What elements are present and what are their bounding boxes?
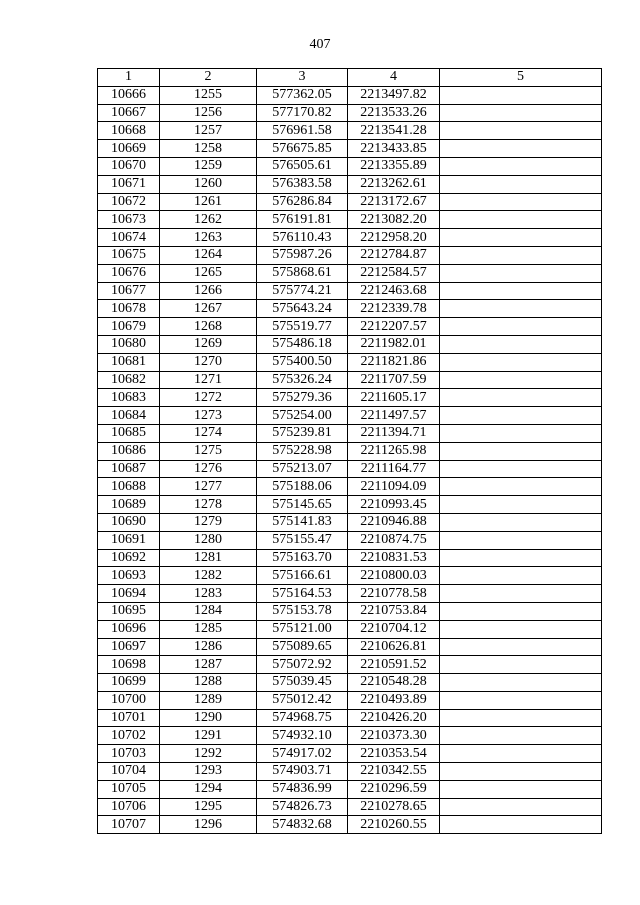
- table-cell-col-3: 575121.00: [257, 620, 348, 638]
- table-cell-col-2: 1275: [160, 442, 257, 460]
- table-cell-col-2: 1296: [160, 816, 257, 834]
- table-row: [98, 496, 602, 514]
- table-cell-col-4: 2211094.09: [348, 478, 440, 496]
- table-cell-col-5: [440, 104, 602, 122]
- table-body: [98, 86, 602, 833]
- table-cell-col-4: 2210342.55: [348, 763, 440, 781]
- table-cell-col-1: 10698: [98, 656, 160, 674]
- table-cell-col-3: 574917.02: [257, 745, 348, 763]
- table-row: [98, 602, 602, 620]
- table-cell-col-4: 2212463.68: [348, 282, 440, 300]
- table-cell-col-4: 2211394.71: [348, 424, 440, 442]
- table-row: [98, 424, 602, 442]
- table-cell-col-5: [440, 513, 602, 531]
- table-cell-col-5: [440, 567, 602, 585]
- table-row: [98, 264, 602, 282]
- table-row: [98, 745, 602, 763]
- table-cell-col-1: 10667: [98, 104, 160, 122]
- table-cell-col-2: 1256: [160, 104, 257, 122]
- table-cell-col-3: 576961.58: [257, 122, 348, 140]
- table-cell-col-3: 575326.24: [257, 371, 348, 389]
- table-cell-col-2: 1262: [160, 211, 257, 229]
- table-cell-col-5: [440, 335, 602, 353]
- table-row: [98, 389, 602, 407]
- table-row: [98, 656, 602, 674]
- table-cell-col-4: 2210946.88: [348, 513, 440, 531]
- table-cell-col-2: 1284: [160, 602, 257, 620]
- table-cell-col-3: 575163.70: [257, 549, 348, 567]
- table-cell-col-1: 10694: [98, 585, 160, 603]
- table-cell-col-2: 1279: [160, 513, 257, 531]
- table-cell-col-4: 2211265.98: [348, 442, 440, 460]
- table-cell-col-2: 1274: [160, 424, 257, 442]
- table-row: [98, 798, 602, 816]
- table-cell-col-2: 1286: [160, 638, 257, 656]
- table-cell-col-3: 575145.65: [257, 496, 348, 514]
- table-cell-col-1: 10699: [98, 674, 160, 692]
- table-cell-col-3: 575072.92: [257, 656, 348, 674]
- table-cell-col-5: [440, 246, 602, 264]
- table-cell-col-4: 2213533.26: [348, 104, 440, 122]
- table-cell-col-3: 575239.81: [257, 424, 348, 442]
- table-cell-col-3: 574832.68: [257, 816, 348, 834]
- table-cell-col-1: 10672: [98, 193, 160, 211]
- table-cell-col-4: 2210548.28: [348, 674, 440, 692]
- table-cell-col-1: 10696: [98, 620, 160, 638]
- table-row: [98, 620, 602, 638]
- table-cell-col-5: [440, 264, 602, 282]
- table-cell-col-3: 575400.50: [257, 353, 348, 371]
- table-cell-col-1: 10688: [98, 478, 160, 496]
- table-row: [98, 175, 602, 193]
- table-cell-col-2: 1280: [160, 531, 257, 549]
- table-cell-col-3: 575089.65: [257, 638, 348, 656]
- table-cell-col-5: [440, 674, 602, 692]
- table-cell-col-4: 2212584.57: [348, 264, 440, 282]
- table-row: [98, 140, 602, 158]
- table-cell-col-1: 10693: [98, 567, 160, 585]
- table-row: [98, 780, 602, 798]
- table-cell-col-1: 10678: [98, 300, 160, 318]
- table-cell-col-4: 2211982.01: [348, 335, 440, 353]
- table-cell-col-5: [440, 140, 602, 158]
- table-cell-col-5: [440, 86, 602, 104]
- table-cell-col-5: [440, 407, 602, 425]
- table-cell-col-4: 2213433.85: [348, 140, 440, 158]
- table-cell-col-1: 10675: [98, 246, 160, 264]
- table-cell-col-4: 2210874.75: [348, 531, 440, 549]
- table-cell-col-2: 1292: [160, 745, 257, 763]
- table-cell-col-3: 575039.45: [257, 674, 348, 692]
- table-cell-col-3: 576505.61: [257, 157, 348, 175]
- table-cell-col-2: 1283: [160, 585, 257, 603]
- table-cell-col-5: [440, 656, 602, 674]
- table-cell-col-4: 2210591.52: [348, 656, 440, 674]
- table-cell-col-2: 1287: [160, 656, 257, 674]
- table-cell-col-4: 2210278.65: [348, 798, 440, 816]
- table-cell-col-5: [440, 442, 602, 460]
- column-header-3: 3: [257, 69, 348, 87]
- table-cell-col-3: 575228.98: [257, 442, 348, 460]
- table-cell-col-2: 1261: [160, 193, 257, 211]
- table-row: [98, 282, 602, 300]
- table-row: [98, 763, 602, 781]
- coordinates-table: [97, 68, 602, 834]
- table-row: [98, 638, 602, 656]
- table-cell-col-4: 2212958.20: [348, 229, 440, 247]
- table-row: [98, 709, 602, 727]
- table-cell-col-4: 2212339.78: [348, 300, 440, 318]
- table-cell-col-5: [440, 282, 602, 300]
- table-cell-col-5: [440, 175, 602, 193]
- table-cell-col-4: 2213082.20: [348, 211, 440, 229]
- table-cell-col-5: [440, 709, 602, 727]
- table-cell-col-5: [440, 691, 602, 709]
- column-header-5: 5: [440, 69, 602, 87]
- column-header-4: 4: [348, 69, 440, 87]
- table-cell-col-2: 1265: [160, 264, 257, 282]
- table-row: [98, 585, 602, 603]
- table-cell-col-2: 1268: [160, 318, 257, 336]
- table-cell-col-4: 2213497.82: [348, 86, 440, 104]
- table-row: [98, 567, 602, 585]
- table-cell-col-2: 1285: [160, 620, 257, 638]
- table-cell-col-5: [440, 727, 602, 745]
- table-cell-col-5: [440, 478, 602, 496]
- table-row: [98, 478, 602, 496]
- table-cell-col-2: 1288: [160, 674, 257, 692]
- table-cell-col-2: 1258: [160, 140, 257, 158]
- table-cell-col-1: 10691: [98, 531, 160, 549]
- table-cell-col-5: [440, 318, 602, 336]
- table-row: [98, 246, 602, 264]
- table-cell-col-4: 2210426.20: [348, 709, 440, 727]
- table-cell-col-1: 10669: [98, 140, 160, 158]
- table-cell-col-4: 2210831.53: [348, 549, 440, 567]
- table-cell-col-2: 1291: [160, 727, 257, 745]
- table-cell-col-3: 575213.07: [257, 460, 348, 478]
- table-cell-col-1: 10673: [98, 211, 160, 229]
- table-cell-col-1: 10703: [98, 745, 160, 763]
- table-cell-col-5: [440, 211, 602, 229]
- table-cell-col-2: 1255: [160, 86, 257, 104]
- table-row: [98, 211, 602, 229]
- table-row: [98, 353, 602, 371]
- table-cell-col-4: 2213355.89: [348, 157, 440, 175]
- table-cell-col-3: 576191.81: [257, 211, 348, 229]
- table-cell-col-5: [440, 389, 602, 407]
- table-cell-col-1: 10695: [98, 602, 160, 620]
- table-cell-col-3: 575153.78: [257, 602, 348, 620]
- table-cell-col-4: 2213172.67: [348, 193, 440, 211]
- table-cell-col-5: [440, 780, 602, 798]
- table-cell-col-4: 2211605.17: [348, 389, 440, 407]
- table-cell-col-5: [440, 585, 602, 603]
- table-cell-col-3: 576675.85: [257, 140, 348, 158]
- table-cell-col-4: 2210778.58: [348, 585, 440, 603]
- table-cell-col-5: [440, 620, 602, 638]
- table-cell-col-5: [440, 193, 602, 211]
- table-cell-col-1: 10704: [98, 763, 160, 781]
- table-cell-col-5: [440, 157, 602, 175]
- table-cell-col-2: 1294: [160, 780, 257, 798]
- table-cell-col-2: 1270: [160, 353, 257, 371]
- table-cell-col-4: 2210296.59: [348, 780, 440, 798]
- table-row: [98, 549, 602, 567]
- table-cell-col-3: 575188.06: [257, 478, 348, 496]
- table-cell-col-3: 575254.00: [257, 407, 348, 425]
- table-cell-col-2: 1267: [160, 300, 257, 318]
- table-cell-col-1: 10706: [98, 798, 160, 816]
- table-row: [98, 513, 602, 531]
- table-cell-col-2: 1276: [160, 460, 257, 478]
- table-cell-col-1: 10690: [98, 513, 160, 531]
- table-cell-col-3: 574826.73: [257, 798, 348, 816]
- table-cell-col-3: 575155.47: [257, 531, 348, 549]
- table-cell-col-4: 2211164.77: [348, 460, 440, 478]
- table-cell-col-1: 10680: [98, 335, 160, 353]
- table-cell-col-4: 2210373.30: [348, 727, 440, 745]
- table-cell-col-1: 10707: [98, 816, 160, 834]
- table-row: [98, 318, 602, 336]
- table-cell-col-4: 2210704.12: [348, 620, 440, 638]
- table-row: [98, 300, 602, 318]
- table-cell-col-3: 575279.36: [257, 389, 348, 407]
- table-cell-col-3: 574903.71: [257, 763, 348, 781]
- table-cell-col-4: 2210260.55: [348, 816, 440, 834]
- table-cell-col-3: 575519.77: [257, 318, 348, 336]
- table-cell-col-2: 1266: [160, 282, 257, 300]
- table-cell-col-2: 1293: [160, 763, 257, 781]
- table-cell-col-5: [440, 229, 602, 247]
- table-row: [98, 531, 602, 549]
- table-cell-col-3: 575166.61: [257, 567, 348, 585]
- table-cell-col-1: 10687: [98, 460, 160, 478]
- table-row: [98, 460, 602, 478]
- table-cell-col-2: 1295: [160, 798, 257, 816]
- table-cell-col-2: 1289: [160, 691, 257, 709]
- table-header-row: [98, 69, 602, 87]
- table-cell-col-5: [440, 638, 602, 656]
- table-cell-col-5: [440, 300, 602, 318]
- table-cell-col-5: [440, 602, 602, 620]
- table-cell-col-1: 10686: [98, 442, 160, 460]
- table-cell-col-2: 1259: [160, 157, 257, 175]
- table-cell-col-5: [440, 353, 602, 371]
- table-cell-col-3: 575141.83: [257, 513, 348, 531]
- table-cell-col-5: [440, 122, 602, 140]
- table-cell-col-2: 1273: [160, 407, 257, 425]
- table-cell-col-4: 2210800.03: [348, 567, 440, 585]
- table-row: [98, 442, 602, 460]
- table-cell-col-1: 10684: [98, 407, 160, 425]
- table-cell-col-2: 1264: [160, 246, 257, 264]
- table-cell-col-5: [440, 371, 602, 389]
- table-row: [98, 691, 602, 709]
- table-row: [98, 122, 602, 140]
- table-cell-col-4: 2212207.57: [348, 318, 440, 336]
- table-cell-col-1: 10702: [98, 727, 160, 745]
- table-row: [98, 727, 602, 745]
- table-cell-col-4: 2211707.59: [348, 371, 440, 389]
- table-row: [98, 335, 602, 353]
- table-cell-col-2: 1290: [160, 709, 257, 727]
- table-cell-col-4: 2210993.45: [348, 496, 440, 514]
- table-row: [98, 816, 602, 834]
- table-cell-col-5: [440, 496, 602, 514]
- table-cell-col-3: 574836.99: [257, 780, 348, 798]
- table-row: [98, 371, 602, 389]
- table-cell-col-1: 10681: [98, 353, 160, 371]
- table-cell-col-3: 577362.05: [257, 86, 348, 104]
- column-header-1: 1: [98, 69, 160, 87]
- table-cell-col-3: 574932.10: [257, 727, 348, 745]
- table-cell-col-4: 2210753.84: [348, 602, 440, 620]
- table-cell-col-3: 576383.58: [257, 175, 348, 193]
- table-cell-col-1: 10692: [98, 549, 160, 567]
- column-header-2: 2: [160, 69, 257, 87]
- table-cell-col-3: 575774.21: [257, 282, 348, 300]
- table-cell-col-3: 575012.42: [257, 691, 348, 709]
- table-cell-col-5: [440, 798, 602, 816]
- table-cell-col-5: [440, 460, 602, 478]
- table-cell-col-3: 575987.26: [257, 246, 348, 264]
- table-cell-col-2: 1281: [160, 549, 257, 567]
- table-cell-col-2: 1271: [160, 371, 257, 389]
- table-cell-col-4: 2210353.54: [348, 745, 440, 763]
- table-cell-col-2: 1282: [160, 567, 257, 585]
- table-cell-col-1: 10683: [98, 389, 160, 407]
- page-number: 407: [309, 37, 331, 52]
- table-cell-col-1: 10700: [98, 691, 160, 709]
- table-cell-col-3: 575643.24: [257, 300, 348, 318]
- table-cell-col-1: 10685: [98, 424, 160, 442]
- table-cell-col-1: 10697: [98, 638, 160, 656]
- table-cell-col-4: 2210493.89: [348, 691, 440, 709]
- table-cell-col-3: 575868.61: [257, 264, 348, 282]
- table-cell-col-5: [440, 424, 602, 442]
- table-cell-col-2: 1269: [160, 335, 257, 353]
- table-cell-col-1: 10701: [98, 709, 160, 727]
- table-cell-col-2: 1263: [160, 229, 257, 247]
- table-cell-col-1: 10671: [98, 175, 160, 193]
- table-cell-col-4: 2211821.86: [348, 353, 440, 371]
- table-row: [98, 229, 602, 247]
- table-cell-col-1: 10668: [98, 122, 160, 140]
- table-cell-col-5: [440, 531, 602, 549]
- table-cell-col-1: 10689: [98, 496, 160, 514]
- table-cell-col-5: [440, 763, 602, 781]
- table-cell-col-3: 575486.18: [257, 335, 348, 353]
- table-cell-col-2: 1257: [160, 122, 257, 140]
- table-cell-col-1: 10674: [98, 229, 160, 247]
- table-cell-col-1: 10677: [98, 282, 160, 300]
- table-cell-col-3: 576286.84: [257, 193, 348, 211]
- table-cell-col-2: 1277: [160, 478, 257, 496]
- table-cell-col-4: 2213262.61: [348, 175, 440, 193]
- table-row: [98, 104, 602, 122]
- table-cell-col-2: 1278: [160, 496, 257, 514]
- table-row: [98, 157, 602, 175]
- table-cell-col-5: [440, 745, 602, 763]
- table-cell-col-4: 2213541.28: [348, 122, 440, 140]
- table-cell-col-1: 10679: [98, 318, 160, 336]
- table-cell-col-1: 10670: [98, 157, 160, 175]
- table-cell-col-3: 575164.53: [257, 585, 348, 603]
- table-cell-col-2: 1272: [160, 389, 257, 407]
- table-cell-col-5: [440, 816, 602, 834]
- table-cell-col-3: 576110.43: [257, 229, 348, 247]
- table-cell-col-4: 2211497.57: [348, 407, 440, 425]
- table-cell-col-1: 10682: [98, 371, 160, 389]
- table-cell-col-3: 577170.82: [257, 104, 348, 122]
- table-row: [98, 674, 602, 692]
- table-cell-col-1: 10705: [98, 780, 160, 798]
- table-row: [98, 407, 602, 425]
- table-row: [98, 193, 602, 211]
- table-cell-col-4: 2210626.81: [348, 638, 440, 656]
- table-cell-col-2: 1260: [160, 175, 257, 193]
- table-row: [98, 86, 602, 104]
- table-cell-col-1: 10676: [98, 264, 160, 282]
- table-cell-col-4: 2212784.87: [348, 246, 440, 264]
- table-cell-col-5: [440, 549, 602, 567]
- table-cell-col-3: 574968.75: [257, 709, 348, 727]
- table-cell-col-1: 10666: [98, 86, 160, 104]
